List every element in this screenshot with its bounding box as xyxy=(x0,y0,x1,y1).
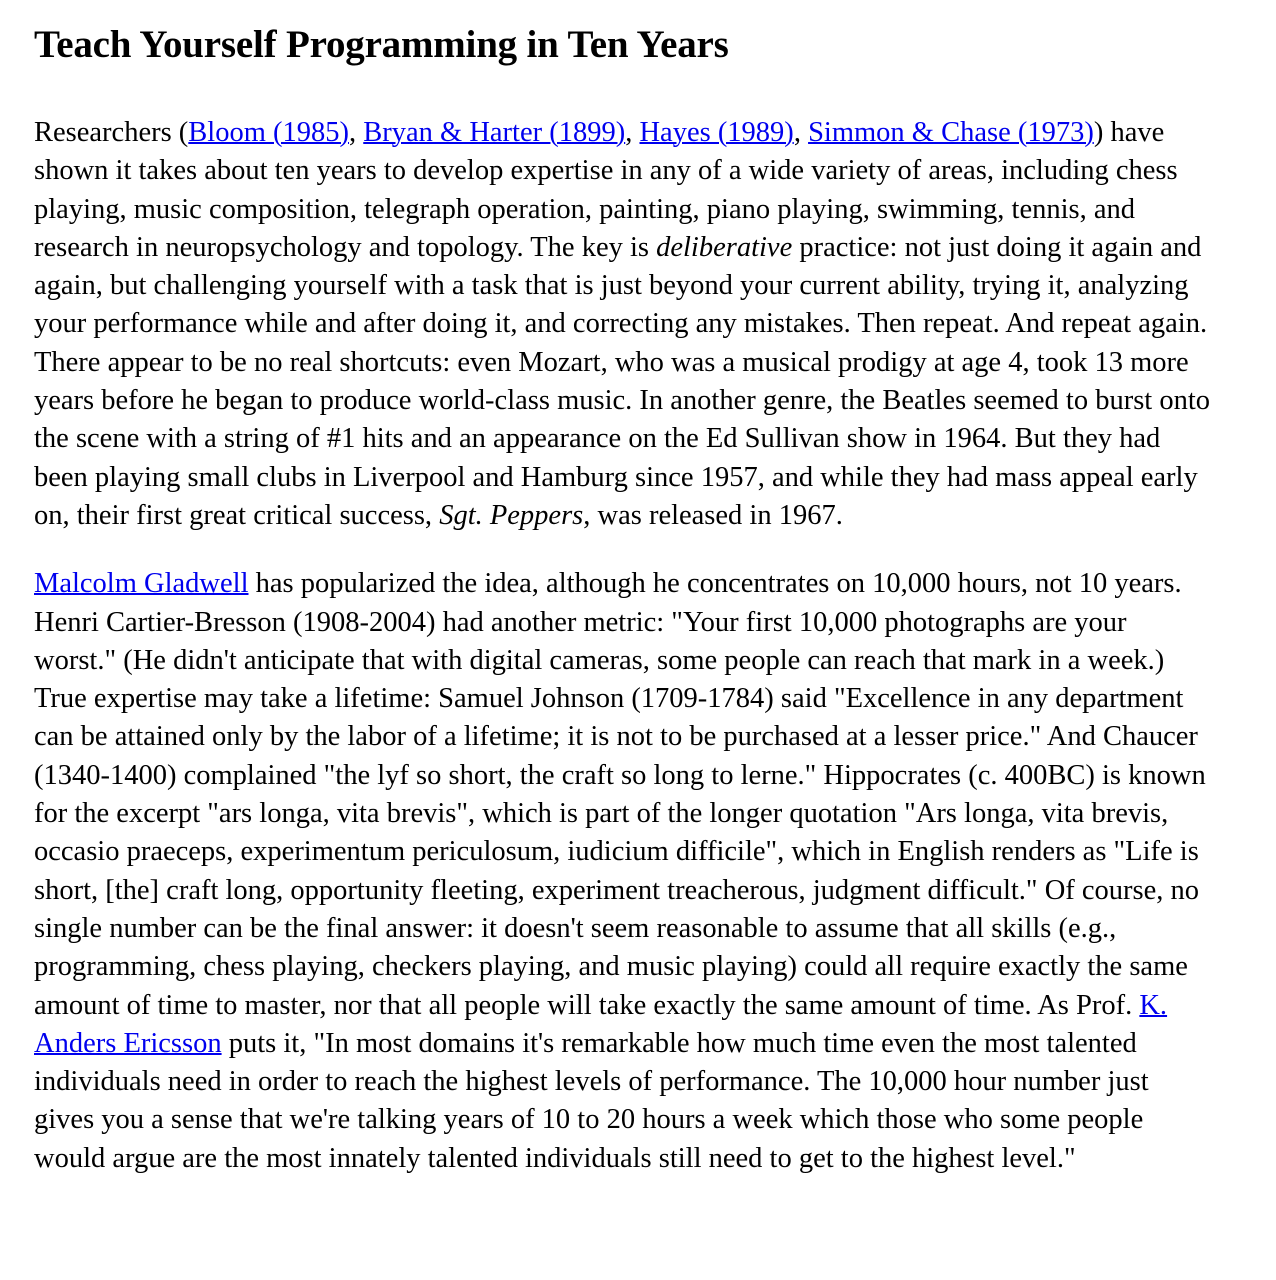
page-title: Teach Yourself Programming in Ten Years xyxy=(34,23,729,66)
link-malcolm-gladwell[interactable]: Malcolm Gladwell xyxy=(34,568,249,600)
text-run: has popularized the idea, although he concentrates on 10,000 hours, not 10 years. Henri Cartier-Bresson (1908-2004) had another metric: "Your first 10,000 photographs are your worst." (He didn't anticipate that with digital cameras, some people can reach that mark in a week.) True expertise may take a lifetime: Samuel Johnson (1709-1784) said "Excellence in any department can be attained only by the labor of a lifetime; it is not to be purchased at a lesser price." And Chaucer (1340-1400) complained "the lyf so short, the craft so long to lerne." Hippocrates (c. 400BC) is known for the excerpt "ars longa, vita brevis", which is part of the longer quotation "Ars longa, vita brevis, occasio praeceps, experimentum periculosum, iudicium difficile", which in English renders as "Life is short, [the] craft long, opportunity fleeting, experiment treacherous, judgment difficult." Of course, no single number can be the final answer: it doesn't seem reasonable to assume that all skills (e.g., programming, chess playing, checkers playing, and music playing) could all require exactly the same amount of time to master, nor that all people will take exactly the same amount of time. As Prof. xyxy=(34,568,1206,1021)
text-run: , xyxy=(793,117,809,148)
text-run: , xyxy=(349,117,364,148)
link-hayes-1989[interactable]: Hayes (1989) xyxy=(639,117,794,148)
paragraph-researchers xyxy=(34,114,1214,535)
link-bloom-1985[interactable]: Bloom (1985) xyxy=(188,117,349,148)
link-simmon-chase-1973[interactable]: Simmon & Chase (1973) xyxy=(808,117,1094,148)
text-run: , was released in 1967. xyxy=(583,499,843,531)
paragraph-gladwell xyxy=(34,565,1214,1178)
text-run: ) have shown it takes about ten years to develop expertise in any of a wide variety of areas, including chess playing, music composition, telegraph operation, painting, piano playing, swimming, tennis, and research in neuropsychology and topology. The key is xyxy=(34,117,1178,263)
text-run: Researchers ( xyxy=(34,117,189,148)
text-run: practice: not just doing it again and again, but challenging yourself with a task that is just beyond your current ability, trying it, analyzing your performance while and after doing it, and correcting any mistakes. Then repeat. And repeat again. There appear to be no real shortcuts: even Mozart, who was a musical prodigy at age 4, took 13 more years before he began to produce world-class music. In another genre, the Beatles seemed to burst onto the scene with a string of #1 hits and an appearance on the Ed Sullivan show in 1964. But they had been playing small clubs in Liverpool and Hamburg since 1957, and while they had mass appeal early on, their first great critical success, xyxy=(34,231,1211,531)
text-run: puts it, "In most domains it's remarkable how much time even the most talented individuals need in order to reach the highest levels of performance. The 10,000 hour number just gives you a sense that we're talking years of 10 to 20 hours a week which those who some people would argue are the most innately talented individuals still need to get to the highest level." xyxy=(34,1027,1149,1174)
link-bryan-harter-1899[interactable]: Bryan & Harter (1899) xyxy=(363,117,626,148)
text-run: , xyxy=(625,117,640,148)
emphasis-sgt-peppers: Sgt. Peppers xyxy=(439,499,584,531)
link-k-anders-ericsson[interactable]: K. Anders Ericsson xyxy=(34,989,1168,1059)
emphasis-deliberative: deliberative xyxy=(656,231,793,263)
